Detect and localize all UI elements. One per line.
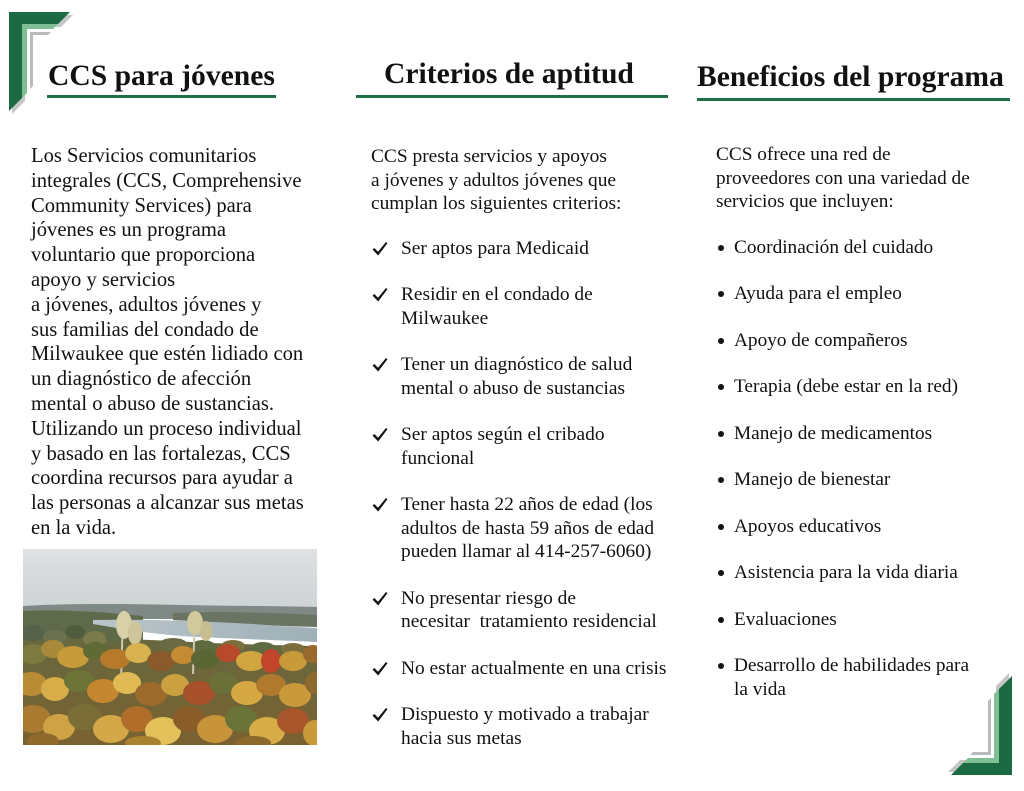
criteria-item	[371, 423, 681, 470]
check-icon	[372, 287, 388, 303]
benefit-item-text: Asistencia para la vida diaria	[734, 562, 958, 583]
criteria-item	[371, 353, 681, 400]
criteria-item-text: Ser aptos para Medicaid	[401, 237, 589, 259]
benefit-item-text: Desarrollo de habilidades para	[734, 655, 970, 676]
check-icon	[372, 357, 388, 373]
criteria-item-text: Tener hasta 22 años de edad (los	[401, 494, 653, 515]
benefit-item-text: Apoyos educativos	[734, 515, 882, 537]
benefit-item-text: Evaluaciones	[734, 608, 837, 630]
benefit-item	[716, 422, 1016, 446]
criteria-item	[371, 657, 681, 681]
intro-heading-underline	[47, 95, 276, 98]
benefit-item-text: Apoyo de compañeros	[734, 329, 908, 351]
intro-text-line: mental o abuso de sustancias.	[31, 392, 275, 415]
benefit-item-text: Manejo de medicamentos	[734, 422, 933, 444]
intro-text-line: voluntario que proporciona	[31, 244, 256, 267]
eligibility-intro-line: CCS presta servicios y apoyos	[371, 146, 607, 167]
intro-text-line: Utilizando un proceso individual	[31, 417, 302, 440]
check-icon	[372, 497, 388, 513]
benefits-intro-line: CCS ofrece una red de	[716, 144, 891, 165]
bullet-icon	[718, 477, 724, 483]
bullet-icon	[718, 338, 724, 344]
criteria-item	[371, 587, 681, 634]
criteria-item-text: adultos de hasta 59 años de edad	[401, 517, 655, 539]
landscape-photo	[23, 549, 317, 745]
intro-text-line: coordina recursos para ayudar a	[31, 467, 293, 490]
intro-heading: CCS para jóvenes	[48, 60, 275, 92]
criteria-item	[371, 703, 681, 750]
benefit-item	[716, 561, 1016, 585]
benefit-item-text: la vida	[734, 678, 786, 700]
benefits-list	[716, 236, 1016, 702]
eligibility-column	[371, 145, 681, 773]
benefits-heading: Beneficios del programa	[697, 61, 1004, 93]
benefit-item-text: Terapia (debe estar en la red)	[734, 376, 958, 397]
benefit-item	[716, 375, 1016, 399]
benefit-item	[716, 515, 1016, 539]
criteria-item-text: mental o abuso de sustancias	[401, 377, 626, 399]
benefits-column	[716, 143, 1016, 724]
intro-text-line: Milwaukee que estén lidiado con	[31, 343, 304, 366]
benefit-item	[716, 468, 1016, 492]
eligibility-heading: Criterios de aptitud	[384, 58, 634, 90]
criteria-item-text: Dispuesto y motivado a trabajar	[401, 704, 649, 725]
benefit-item	[716, 329, 1016, 353]
intro-text-line: apoyo y servicios	[31, 268, 176, 291]
bullet-icon	[718, 524, 724, 530]
criteria-item-text: funcional	[401, 447, 475, 469]
criteria-item-text: No estar actualmente en una crisis	[401, 657, 667, 679]
criteria-item	[371, 283, 681, 330]
criteria-item-text: Residir en el condado de	[401, 284, 593, 305]
criteria-item-text: pueden llamar al 414-257-6060)	[401, 541, 652, 562]
intro-text-line: Los Servicios comunitarios	[31, 145, 257, 167]
benefits-intro-line: servicios que incluyen:	[716, 191, 894, 212]
benefit-item	[716, 236, 1016, 260]
eligibility-intro	[371, 145, 681, 216]
benefits-heading-underline	[697, 98, 1010, 101]
benefits-intro-line: proveedores con una variedad de	[716, 167, 970, 189]
benefit-item	[716, 282, 1016, 306]
criteria-item-text: Tener un diagnóstico de salud	[401, 354, 633, 375]
bullet-icon	[718, 570, 724, 576]
check-icon	[372, 661, 388, 677]
benefit-item-text: Manejo de bienestar	[734, 469, 891, 490]
bullet-icon	[718, 663, 724, 669]
check-icon	[372, 707, 388, 723]
intro-text-line: Community Services) para	[31, 194, 252, 217]
intro-text-line: integrales (CCS, Comprehensive	[31, 169, 302, 192]
eligibility-intro-line: a jóvenes y adultos jóvenes que	[371, 169, 617, 191]
benefit-item	[716, 654, 1016, 701]
criteria-item-text: Milwaukee	[401, 307, 489, 329]
criteria-item	[371, 237, 681, 261]
benefit-item	[716, 608, 1016, 632]
intro-text-line: sus familias del condado de	[31, 318, 259, 341]
benefit-item-text: Ayuda para el empleo	[734, 283, 902, 304]
intro-text-line: y basado en las fortalezas, CCS	[31, 442, 291, 465]
intro-text-line: jóvenes es un programa	[31, 219, 227, 242]
bullet-icon	[718, 617, 724, 623]
check-icon	[372, 591, 388, 607]
criteria-item	[371, 493, 681, 564]
bullet-icon	[718, 431, 724, 437]
intro-text-line: en la vida.	[31, 516, 117, 539]
criteria-item-text: necesitar tratamiento residencial	[401, 611, 657, 632]
eligibility-heading-underline	[356, 95, 668, 98]
eligibility-checklist	[371, 237, 681, 751]
check-icon	[372, 241, 388, 257]
intro-paragraph	[31, 144, 321, 541]
benefit-item-text: Coordinación del cuidado	[734, 236, 934, 258]
benefits-intro	[716, 143, 1016, 214]
criteria-item-text: No presentar riesgo de	[401, 587, 576, 609]
intro-text-line: a jóvenes, adultos jóvenes y	[31, 293, 262, 316]
intro-text-line: un diagnóstico de afección	[31, 368, 252, 391]
bullet-icon	[718, 245, 724, 251]
bullet-icon	[718, 384, 724, 390]
check-icon	[372, 427, 388, 443]
criteria-item-text: hacia sus metas	[401, 727, 522, 749]
bullet-icon	[718, 291, 724, 297]
eligibility-intro-line: cumplan los siguientes criterios:	[371, 193, 622, 214]
intro-text-line: las personas a alcanzar sus metas	[31, 492, 304, 515]
criteria-item-text: Ser aptos según el cribado	[401, 424, 605, 445]
